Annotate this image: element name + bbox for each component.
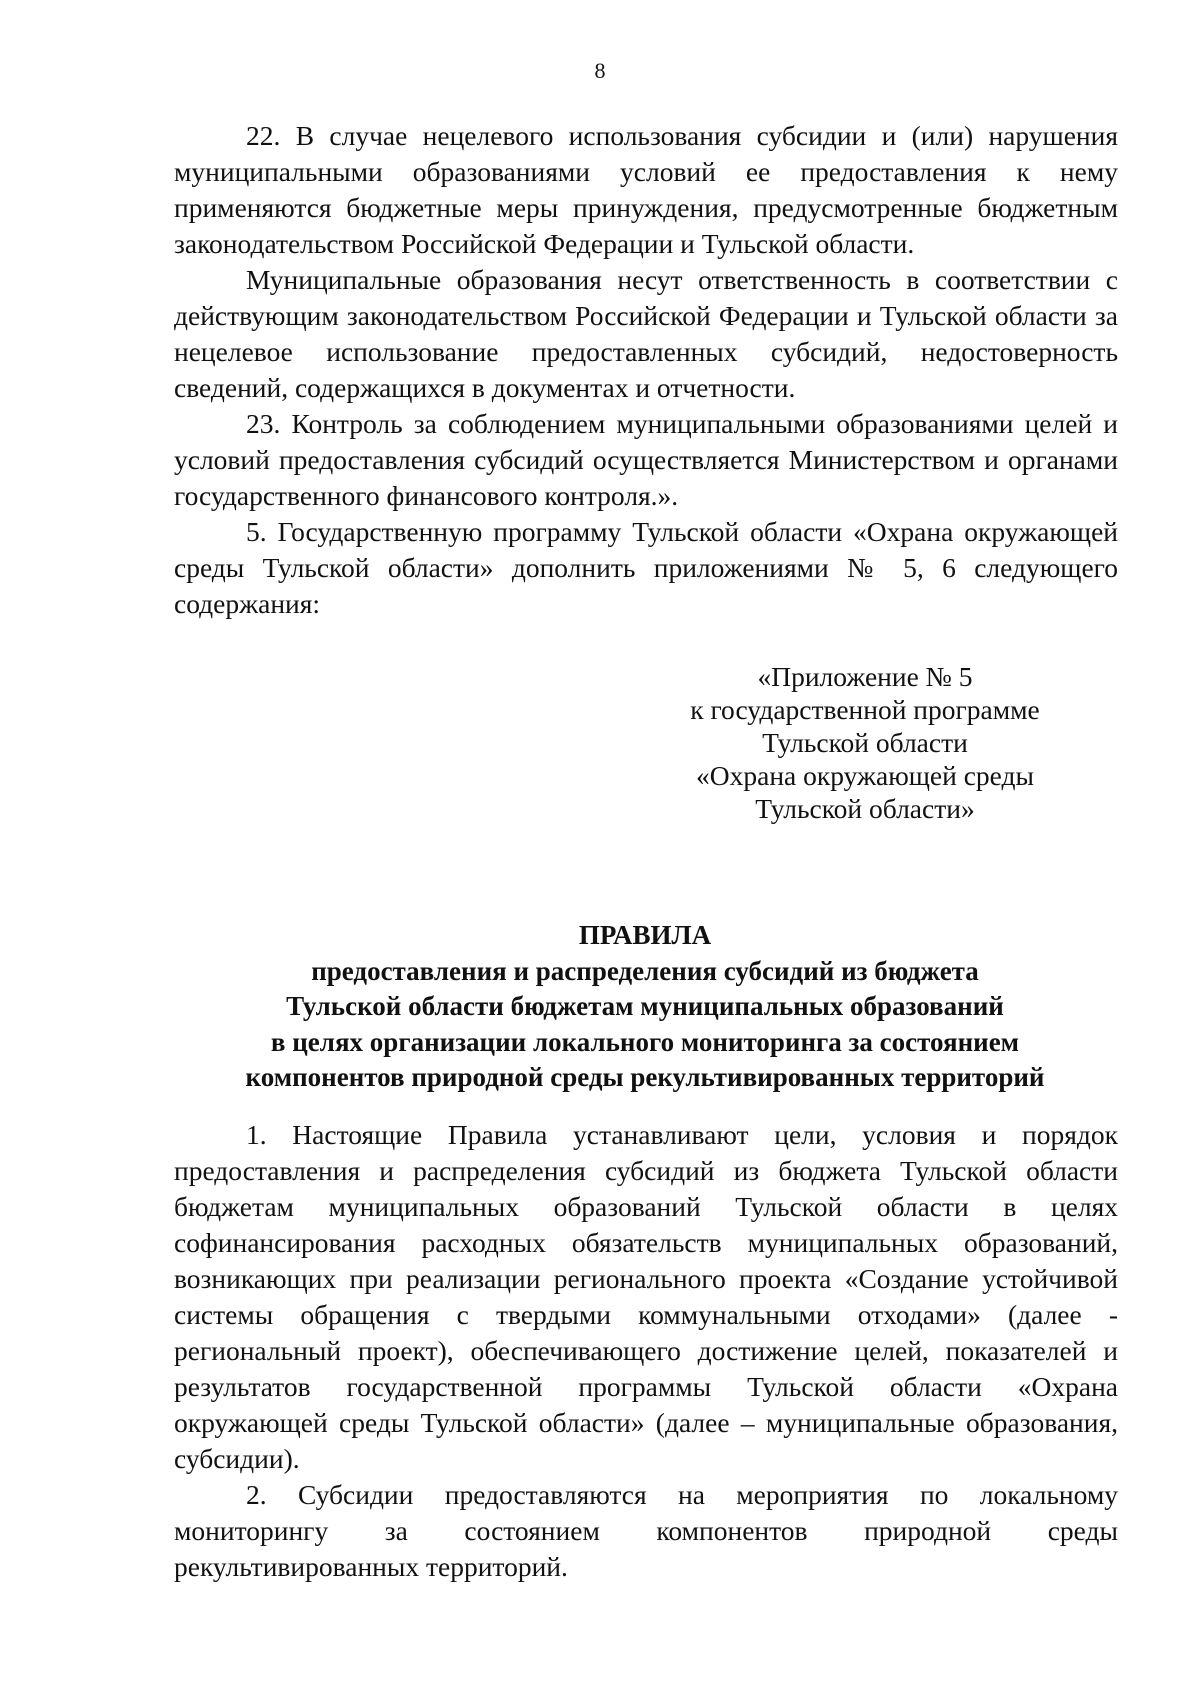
rules-heading [150,918,1140,1096]
rules-subtitle-line: предоставления и распределения субсидий из бюджета [311,955,979,986]
paragraph-5-program-amendment: 5. Государственную программу Тульской области «Охрана окружающей среды Тульской области» дополнить приложениями № 5, 6 следующего содержания: [174,516,1118,619]
appendix-line: к государственной программе [690,694,1040,725]
rules-subtitle-line: компонентов природной среды рекультивированных территорий [245,1062,1045,1092]
rules-title: ПРАВИЛА [578,920,712,950]
paragraph-responsibility: Муниципальные образования несут ответственность в соответствии с действующим законодательством Российской Федерации и Тульской области за нецелевое использование предоставленных субсидий, недостоверность сведений, содержащихся в документах и отчетности. [174,264,1118,403]
rules-paragraph-2: 2. Субсидии предоставляются на мероприятия по локальному мониторингу за состоянием компонентов природной среды рекультивированных территорий. [174,1479,1118,1582]
appendix-line: Тульской области [762,727,968,758]
rules-subtitle-line: Тульской области бюджетам муниципальных образований [286,991,1004,1021]
page-number: 8 [594,58,606,83]
appendix-line: Тульской области» [755,793,975,824]
amendment-text [174,118,1118,622]
rules-subtitle-line: в целях организации локального мониторинга за состоянием [270,1026,1020,1057]
rules-text [174,1117,1118,1585]
rules-paragraph-1: 1. Настоящие Правила устанавливают цели, условия и порядок предоставления и распределения субсидий из бюджета Тульской области бюджетам муниципальных образований Тульской области в целях софинансирования расходных обязательств муниципальных образований, возникающих при реализации регионального проекта «Создание устойчивой системы обращения с твердыми коммунальными отходами» (далее - региональный проект), обеспечивающего достижение целей, показателей и результатов государственной программы Тульской области «Охрана окружающей среды Тульской области» (далее – муниципальные образования, субсидии). [174,1119,1118,1474]
appendix-line: «Приложение № 5 [757,661,973,692]
paragraph-23: 23. Контроль за соблюдением муниципальными образованиями целей и условий предоставления субсидий осуществляется Министерством и органами государственного финансового контроля.». [174,408,1118,511]
paragraph-22: 22. В случае нецелевого использования субсидии и (или) нарушения муниципальными образованиями условий ее предоставления к нему применяются бюджетные меры принуждения, предусмотренные бюджетным законодательством Российской Федерации и Тульской области. [174,120,1118,259]
appendix-line: «Охрана окружающей среды [696,760,1034,791]
appendix-header [660,660,1070,825]
